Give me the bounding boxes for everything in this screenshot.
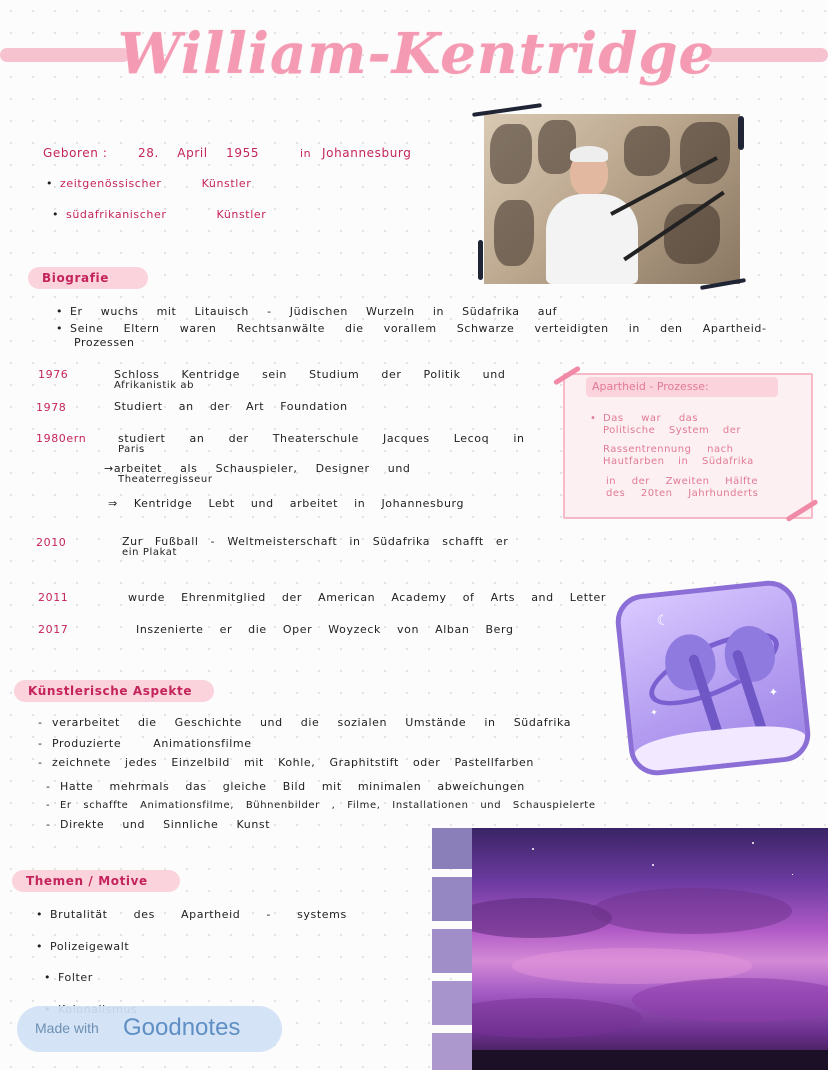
born-place: Johannesburg <box>322 146 412 160</box>
born-label: Geboren : <box>43 146 108 160</box>
timeline-2010-line1: Zur Fußball - Weltmeisterschaft in Südafrika schafft er <box>122 535 509 548</box>
timeline-1978-line1: Studiert an der Art Foundation <box>114 400 348 413</box>
role-1: • zeitgenössischer Künstler <box>60 177 251 190</box>
timeline-1980-line2: Paris <box>118 444 145 455</box>
year-2010: 2010 <box>36 536 67 549</box>
year-1976: 1976 <box>38 368 69 381</box>
year-1980ern: 1980ern <box>36 432 87 445</box>
timeline-1976-line2: Afrikanistik ab <box>114 380 195 391</box>
thema-3: • Folter <box>58 971 93 984</box>
heading-aspekte: Künstlerische Aspekte <box>14 680 214 702</box>
born-in: in <box>300 147 312 160</box>
timeline-1980-line1: studiert an der Theaterschule Jacques Lecoq in <box>118 432 525 445</box>
apartheid-line-4: Hautfarben in Südafrika <box>603 456 754 467</box>
color-swatch-4 <box>432 981 472 1025</box>
timeline-2011-line1: wurde Ehrenmitglied der American Academy of Arts and Letter <box>128 591 607 604</box>
role-2: • südafrikanischer Künstler <box>66 208 266 221</box>
apartheid-bullet-dot: • <box>590 413 597 424</box>
aspekt-3: - zeichnete jedes Einzelbild mit Kohle, Graphitstift oder Pastellfarben <box>52 756 534 769</box>
photo-frame-mark-left <box>478 240 483 280</box>
goodnotes-badge[interactable] <box>17 1006 282 1052</box>
heading-themen: Themen / Motive <box>12 870 180 892</box>
artist-photo <box>484 114 740 284</box>
apartheid-line-6: des 20ten Jahrhunderts <box>606 488 759 499</box>
bio-bullet-2-cont: Prozessen <box>74 336 135 349</box>
color-swatch-3 <box>432 929 472 973</box>
year-2011: 2011 <box>38 591 69 604</box>
earbuds-sticker-image: ☾ ✦ ✦ <box>613 578 813 778</box>
apartheid-title: Apartheid - Prozesse: <box>586 377 778 397</box>
purple-sky-image <box>472 828 828 1070</box>
aspekt-6: - Direkte und Sinnliche Kunst <box>60 818 270 831</box>
apartheid-line-3: Rassentrennung nach <box>603 444 734 455</box>
title-underline-left <box>0 48 130 62</box>
timeline-2010-line2: ein Plakat <box>122 547 178 558</box>
aspekt-4: - Hatte mehrmals das gleiche Bild mit minimalen abweichungen <box>60 780 525 793</box>
thema-1: • Brutalität des Apartheid - systems <box>50 908 347 921</box>
color-swatch-5 <box>432 1033 472 1070</box>
apartheid-line-5: in der Zweiten Hälfte <box>606 476 758 487</box>
timeline-2017-line1: Inszenierte er die Oper Woyzeck von Alban Berg <box>136 623 514 636</box>
page-title: William-Kentridge <box>118 21 716 87</box>
thema-2: • Polizeigewalt <box>50 940 129 953</box>
timeline-arbeitet-line2: Theaterregisseur <box>118 474 213 485</box>
aspekt-5: - Er schaffte Animationsfilme, Bühnenbilder , Filme, Installationen und Schauspielerte <box>60 800 596 811</box>
timeline-arbeitet-line1: →arbeitet als Schauspieler, Designer und <box>104 462 411 475</box>
timeline-lebt: ⇒ Kentridge Lebt und arbeitet in Johannesburg <box>108 497 465 510</box>
color-swatch-1 <box>432 828 472 869</box>
aspekt-1: - verarbeitet die Geschichte und die sozialen Umstände in Südafrika <box>52 716 571 729</box>
aspekt-2: - Produzierte Animationsfilme <box>52 737 252 750</box>
badge-brand: Goodnotes <box>123 1014 241 1041</box>
timeline-1976-line1: Schloss Kentridge sein Studium der Politik und <box>114 368 506 381</box>
badge-made-with: Made with <box>35 1020 99 1036</box>
year-2017: 2017 <box>38 623 69 636</box>
year-1978: 1978 <box>36 401 67 414</box>
heading-biografie: Biografie <box>28 267 148 289</box>
apartheid-line-2: Politische System der <box>603 425 742 436</box>
color-swatch-2 <box>432 877 472 921</box>
photo-frame-mark-right <box>738 116 744 150</box>
bio-bullet-2: • Seine Eltern waren Rechtsanwälte die vorallem Schwarze verteidigten in den Apartheid- <box>70 322 767 335</box>
bio-bullet-1: • Er wuchs mit Litauisch - Jüdischen Wurzeln in Südafrika auf <box>70 305 557 318</box>
apartheid-line-1: Das war das <box>603 413 698 424</box>
born-date: 28. April 1955 <box>138 146 260 160</box>
